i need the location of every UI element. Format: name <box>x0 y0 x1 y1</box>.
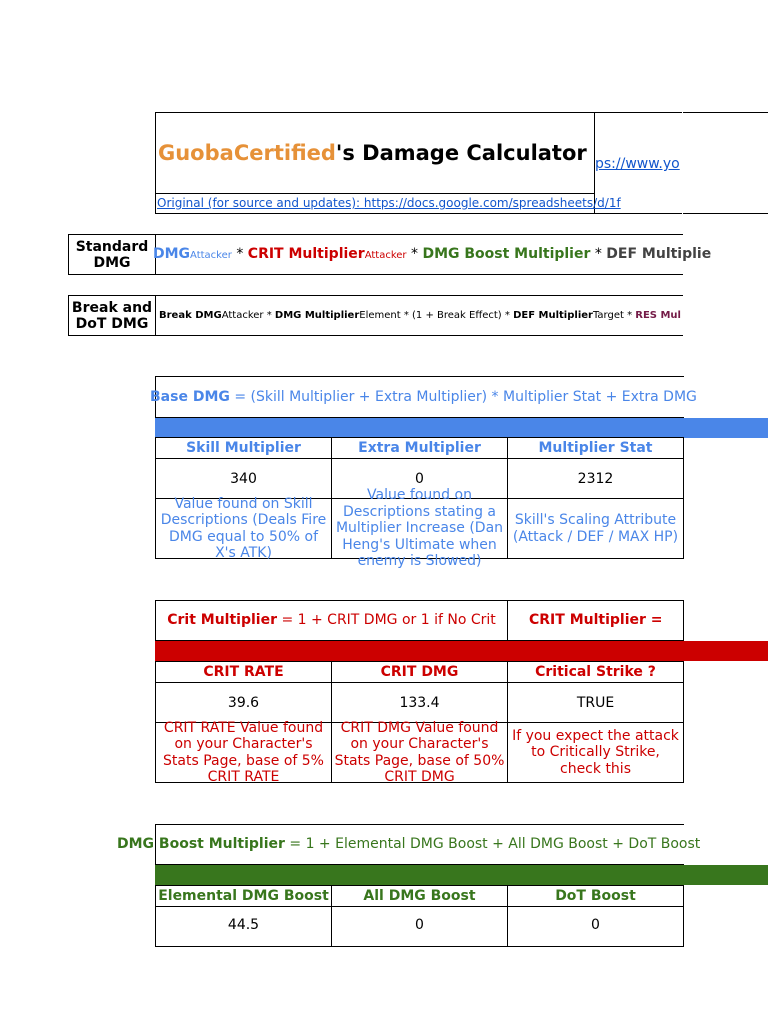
elemental-dmg-boost-input[interactable]: 44.5 <box>155 906 332 947</box>
crit-dmg-input[interactable]: 133.4 <box>331 682 508 723</box>
original-link-cell[interactable] <box>157 195 621 212</box>
crit-bar <box>155 641 768 661</box>
boost-header-all: All DMG Boost <box>331 885 508 907</box>
standard-dmg-label: Standard DMG <box>68 234 156 275</box>
title-link[interactable]: ps://www.yo <box>595 156 680 172</box>
boost-values-clip <box>155 906 685 933</box>
crit-desc-rate: CRIT RATE Value found on your Character's Stats Page, base of 5% CRIT RATE <box>155 722 332 783</box>
original-link[interactable]: Original (for source and updates): https://docs.google.com/spreadsheets/d/1f <box>157 196 621 210</box>
base-header-extra: Extra Multiplier <box>331 437 508 459</box>
title-brand: GuobaCertified <box>158 141 336 165</box>
title-rest: 's Damage Calculator <box>335 141 587 165</box>
base-header-skill: Skill Multiplier <box>155 437 332 459</box>
skill-multiplier-input[interactable]: 340 <box>155 458 332 499</box>
boost-bar <box>155 865 768 885</box>
crit-rate-input[interactable]: 39.6 <box>155 682 332 723</box>
title-link-cell[interactable] <box>595 154 683 174</box>
standard-dmg-formula: DMGAttacker * CRIT MultiplierAttacker * DMG Boost Multiplier * DEF Multiplie <box>155 234 683 275</box>
base-dmg-bar <box>155 418 768 438</box>
boost-header-elemental: Elemental DMG Boost <box>155 885 332 907</box>
base-dmg-formula: Base DMG = (Skill Multiplier + Extra Multiplier) * Multiplier Stat + Extra DMG <box>155 376 684 418</box>
break-dmg-formula: Break DMGAttacker * DMG MultiplierElement * (1 + Break Effect) * DEF MultiplierTarget * RES Mul <box>155 295 683 336</box>
crit-header-strike: Critical Strike ? <box>507 661 684 683</box>
base-desc-stat: Skill's Scaling Attribute (Attack / DEF / MAX HP) <box>507 498 684 559</box>
page-title <box>158 139 594 167</box>
base-desc-skill: Value found on Skill Descriptions (Deals Fire DMG equal to 50% of X's ATK) <box>155 498 332 559</box>
title-link-divider <box>155 193 595 194</box>
base-desc-extra: Value found on Descriptions stating a Multiplier Increase (Dan Heng's Ultimate when enemy is Slowed) <box>331 498 508 559</box>
crit-desc-strike: If you expect the attack to Critically Strike, check this <box>507 722 684 783</box>
critical-strike-checkbox[interactable]: TRUE <box>507 682 684 723</box>
extra-multiplier-input[interactable]: 0 <box>331 458 508 499</box>
dot-boost-input[interactable]: 0 <box>507 906 684 947</box>
boost-formula: DMG Boost Multiplier = 1 + Elemental DMG Boost + All DMG Boost + DoT Boost <box>155 824 684 865</box>
break-dmg-label: Break and DoT DMG <box>68 295 156 336</box>
crit-result-label: CRIT Multiplier = <box>507 600 684 641</box>
base-header-stat: Multiplier Stat <box>507 437 684 459</box>
crit-formula: Crit Multiplier = 1 + CRIT DMG or 1 if No Crit <box>155 600 508 641</box>
crit-header-rate: CRIT RATE <box>155 661 332 683</box>
all-dmg-boost-input[interactable]: 0 <box>331 906 508 947</box>
crit-header-dmg: CRIT DMG <box>331 661 508 683</box>
multiplier-stat-input[interactable]: 2312 <box>507 458 684 499</box>
crit-desc-dmg: CRIT DMG Value found on your Character's Stats Page, base of 50% CRIT DMG <box>331 722 508 783</box>
boost-header-dot: DoT Boost <box>507 885 684 907</box>
